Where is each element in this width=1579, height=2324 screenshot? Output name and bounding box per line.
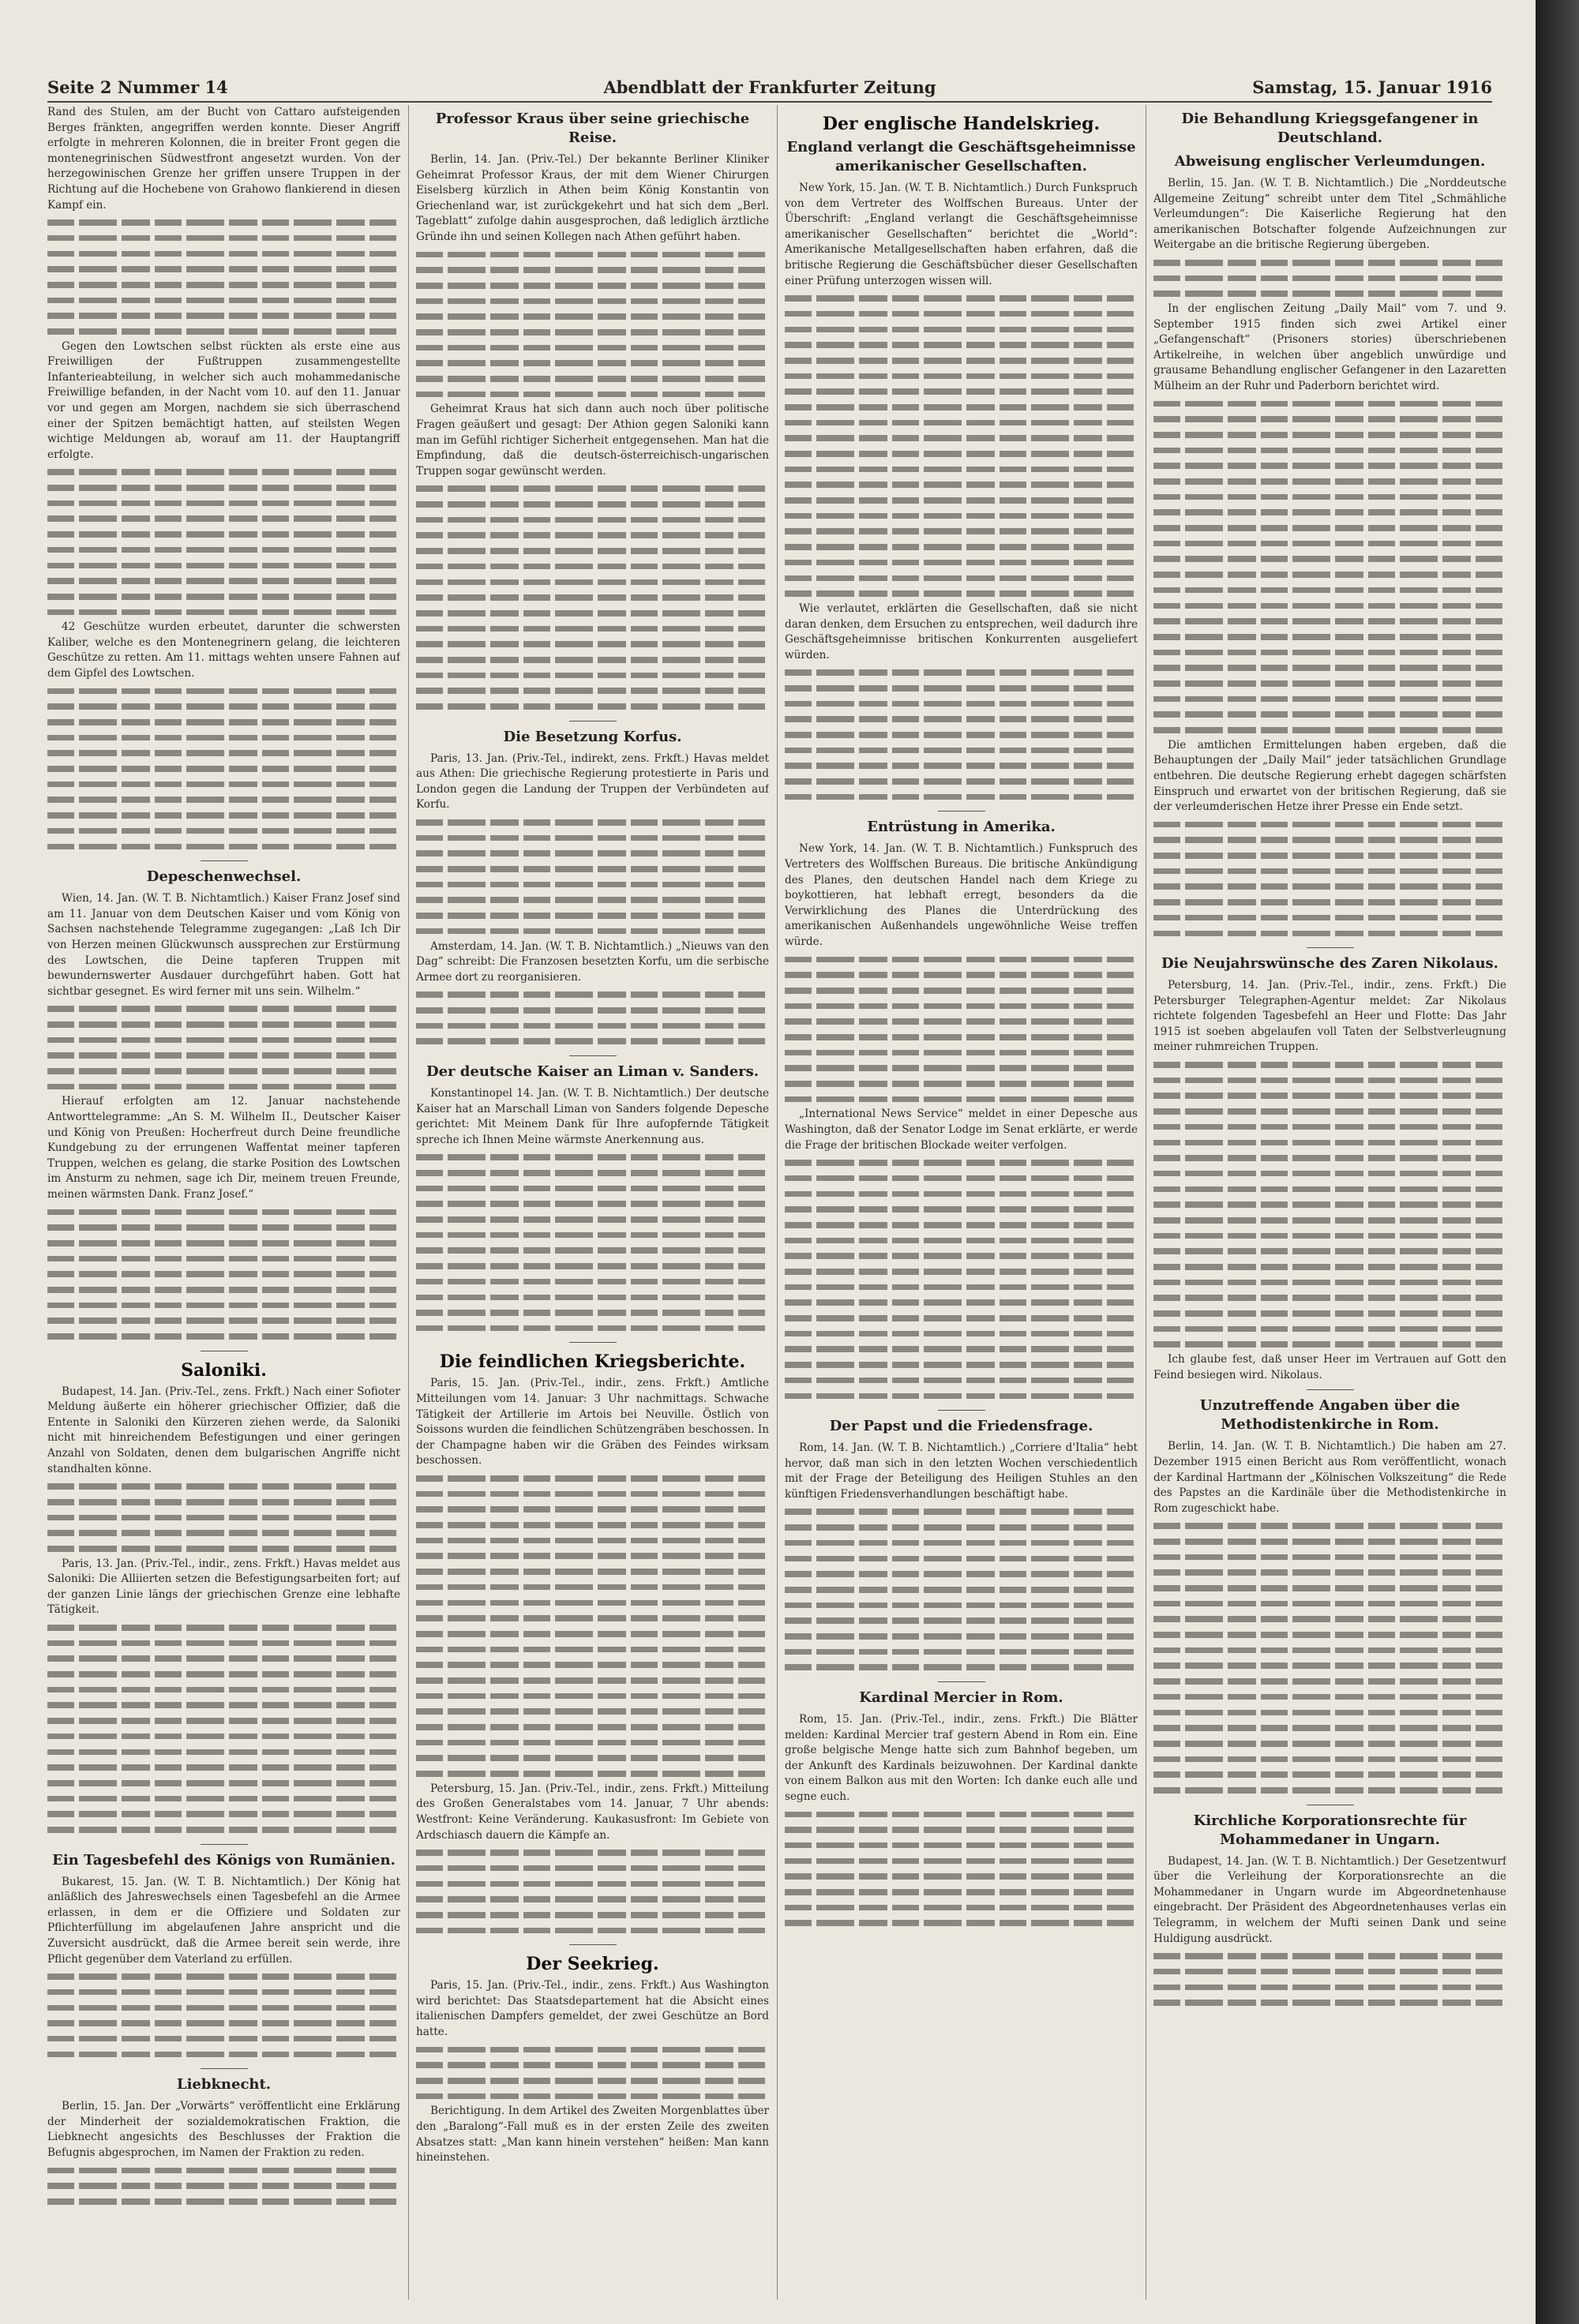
headline-besetzung-korfus: Die Besetzung Korfus. [503,728,682,745]
headline-saloniki: Saloniki. [181,1359,267,1381]
column-1 [47,105,400,2300]
article-paragraph: Bukarest, 15. Jan. (W. T. B. Nichtamtlich.) Der König hat anläßlich des Jahreswechsels einen Tagesbefehl an die Armee erlassen, in dem er die Offiziere und Soldaten zur Pflichterfüllung im abgelaufenen Jahre anspricht und die Zuversicht ausdrückt, daß die Armee bereit sein werde, ihre Pflicht gegenüber dem Vaterland zu erfüllen. [47,1875,400,1966]
article-paragraph: Rom, 14. Jan. (W. T. B. Nichtamtlich.) „Corriere d'Italia“ hebt hervor, daß man sich in den letzten Wochen verschiedentlich mit der Frage der Beteiligung des Heiligen Stuhles an den künftigen Friedensverhandlungen beschäftigt habe. [785,1441,1138,1501]
section-separator [938,1681,985,1682]
article-paragraph: Paris, 15. Jan. (Priv.-Tel., indir., zens. Frkft.) Aus Washington wird berichtet: Das Staatsdepartement hat die Absicht eines italienischen Dampfers gemeldet, der zwei Geschütze an Bord hatte. [416,1979,769,2038]
page-number-label: Seite 2 Nummer 14 [47,77,228,97]
section-separator [569,1944,617,1945]
column-3 [785,105,1138,2300]
article-paragraph: Paris, 13. Jan. (Priv.-Tel., indirekt, zens. Frkft.) Havas meldet aus Athen: Die griechische Regierung protestierte in Paris und London gegen die Landung der Truppen der Verbündeten auf Korfu. [416,752,769,812]
article-paragraph: Wie verlautet, erklärten die Gesellschaften, daß sie nicht daran denken, dem Ersuchen zu entsprechen, weil dadurch ihre Geschäftsgeheimnisse britischen Konkurrenten ausgeliefert würden. [785,602,1138,662]
article-paragraph: Rand des Stulen, am der Bucht von Cattaro aufsteigenden Berges fränkten, angegriffen werden konnte. Dieser Angriff erfolgte in mehreren Kolonnen, die in breiter Front gegen die montenegrinischen Südwestfront angesetzt wurden. Von der herzegowinischen Grenze her griffen unsere Truppen in der Richtung auf die Hochebene von Grahowo flankierend in diesen Kampf ein. [47,106,400,212]
headline-tagesbefehl-rumaenien: Ein Tagesbefehl des Königs von Rumänien. [52,1851,396,1869]
article-paragraph: Amsterdam, 14. Jan. (W. T. B. Nichtamtlich.) „Nieuws van den Dag“ schreibt: Die Franzosen besetzten Korfu, um die serbische Armee dort zu reorganisieren. [416,939,769,984]
article-paragraph: New York, 15. Jan. (W. T. B. Nichtamtlich.) Durch Funkspruch von dem Vertreter des Wolffschen Bureaus. Unter der Überschrift: „England verlangt die Geschäftsgeheimnisse amerikanischer Gesellschaften“ berichtet die „World“: Amerikanische Metallgesellschaften haben erfahren, daß die britische Regierung die Geschäftsbücher dieser Gesellschaften einer Prüfung unterzogen wissen will. [785,182,1138,287]
article-paragraph: Geheimrat Kraus hat sich dann auch noch über politische Fragen geäußert und gesagt: Der Athion gegen Saloniki kann man im Gefühl richtiger Sicherheit entgegensehen. Man hat die Empfindung, daß die deutsch-österreichisch-ungarischen Truppen sogar gewünscht werden. [416,403,769,478]
issue-date: Samstag, 15. Januar 1916 [1252,77,1492,97]
headline-liebknecht: Liebknecht. [176,2076,272,2093]
article-paragraph: Rom, 15. Jan. (Priv.-Tel., indir., zens. Frkft.) Die Blätter melden: Kardinal Mercier traf gestern Abend in Rom ein. Eine große belgische Menge hatte sich zum Bahnhof begeben, um der Ankunft des Kardinals beizuwohnen. Der Kardinal dankte von einem Balkon aus mit den Worten: Ich danke euch alle und segne euch. [785,1712,1138,1803]
article-paragraph: Paris, 13. Jan. (Priv.-Tel., indir., zens. Frkft.) Havas meldet aus Saloniki: Die Alliierten setzen die Befestigungsarbeiten fort; auf der ganzen Linie längs der griechischen Grenze eine lebhafte Tätigkeit. [47,1557,400,1617]
article-paragraph: „International News Service“ meldet in einer Depesche aus Washington, daß der Senator Lodge im Senat erklärte, er werde die Frage der britischen Blockade weiter verfolgen. [785,1108,1138,1152]
headline-seekrieg: Der Seekrieg. [526,1954,659,1975]
article-paragraph: Wien, 14. Jan. (W. T. B. Nichtamtlich.) Kaiser Franz Josef sind am 11. Januar von dem Deutschen Kaiser und vom König von Sachsen nachstehende Telegramme zugegangen: „Laß Ich Dir von Herzen meinen Glückwunsch aussprechen zur Erstürmung des Lowtschen, die Deine tapferen Truppen mit bewundernswerter Ausdauer durchgeführt haben. Gott hat sichtbar gesegnet. Es wird ferner mit uns sein. Wilhelm.“ [47,892,400,998]
article-paragraph: Gegen den Lowtschen selbst rückten als erste eine aus Freiwilligen der Fußtruppen zusammengestellte Infanterieabteilung, in welcher sich auch mohammedanische Freiwillige befanden, in der Nacht vom 10. auf den 11. Januar vor und gegen am Morgen, nachdem sie sich überraschend einer der Spitzen bemächtigt hatten, auf steilsten Wegen wichtige Meldungen ab, worauf am 11. der Hauptangriff erfolgte. [47,339,400,461]
subheadline-geschaeftsgeheimnisse: England verlangt die Geschäftsgeheimnisse amerikanischer Gesellschaften. [786,139,1136,174]
headline-depeschenwechsel: Depeschenwechsel. [146,868,302,886]
headline-behandlung-kriegsgefangener: Die Behandlung Kriegsgefangener in Deutschland. [1181,111,1479,146]
scan-background-edge [1536,0,1579,2324]
section-separator [569,721,617,722]
article-paragraph: Berlin, 14. Jan. (Priv.-Tel.) Der bekannte Berliner Kliniker Geheimrat Professor Kraus, der mit dem Wiener Chirurgen Eiselsberg kürzlich in Athen beim König Konstantin von Griechenland war, ist zurückgekehrt und hat sich dem „Berl. Tageblatt“ zufolge dahin ausgesprochen, daß lediglich ärztliche Gründe ihn und seinen Kollegen nach Athen geführt haben. [416,153,769,243]
article-paragraph: Paris, 15. Jan. (Priv.-Tel., indir., zens. Frkft.) Amtliche Mitteilungen vom 14. Januar: 3 Uhr nachmittags. Schwache Tätigkeit der Artillerie im Artois bei Neuville. Östlich von Soissons wurden die feindlichen Schützengräben beschossen. In der Champagne haben wir die Gräben des Feindes wirksam beschossen. [416,1377,769,1467]
section-separator [938,811,985,812]
headline-englische-handelskrieg: Der englische Handelskrieg. [822,114,1101,134]
article-paragraph: Budapest, 14. Jan. (Priv.-Tel., zens. Frkft.) Nach einer Sofioter Meldung äußerte ein höherer griechischer Offizier, daß die Entente in Saloniki den Kürzeren ziehen werde, da Saloniki nicht mit hinreichendem Befestigungen und einer geringen Anzahl von Soldaten, denen dem bulgarischen Angriffe nicht standhalten könne. [47,1385,400,1475]
headline-entruestung-amerika: Entrüstung in Amerika. [867,819,1056,836]
article-paragraph: Berlin, 15. Jan. Der „Vorwärts“ veröffentlicht eine Erklärung der Minderheit der sozialdemokratischen Fraktion, die Liebknecht angesichts des Beschlusses der Fraktion die Befugnis abgesprochen, im Namen der Fraktion zu reden. [47,2100,400,2159]
headline-korporationsrechte-mohammedaner: Kirchliche Korporationsrechte für Mohammedaner in Ungarn. [1193,1812,1467,1848]
section-separator [201,860,248,861]
column-rule [777,105,778,2300]
article-paragraph: Hierauf erfolgten am 12. Januar nachstehende Antworttelegramme: „An S. M. Wilhelm II., Deutscher Kaiser und König von Preußen: Hocherfreut durch Deine freundliche Kundgebung zu der errungenen Waffentat meiner tapferen Truppen, welchen es gelang, die starke Position des Lowtschen im Ansturm zu nehmen, sage ich Dir, meinem treuen Freunde, meinen wärmsten Dank. Franz Josef.“ [47,1095,400,1201]
section-separator [1307,947,1354,948]
article-paragraph: Petersburg, 14. Jan. (Priv.-Tel., indir., zens. Frkft.) Die Petersburger Telegraphen-Agentur meldet: Zar Nikolaus richtete folgenden Tagesbefehl an Heer und Flotte: Das Jahr 1915 ist soeben abgelaufen voll Taten der Selbstverleugnung meiner ruhmreichen Truppen. [1153,979,1506,1054]
running-header [47,71,1492,103]
newspaper-masthead: Abendblatt der Frankfurter Zeitung [603,77,936,97]
headline-methodistenkirche-rom: Unzutreffende Angaben über die Methodistenkirche in Rom. [1199,1397,1461,1434]
section-separator [201,2068,248,2069]
section-separator [569,1342,617,1343]
headline-feindliche-kriegsberichte: Die feindlichen Kriegsberichte. [439,1351,746,1373]
article-paragraph: Ich glaube fest, daß unser Heer im Vertrauen auf Gott den Feind besiegen wird. Nikolaus. [1153,1353,1506,1381]
column-4 [1153,105,1506,2300]
section-separator [201,1844,248,1845]
headline-professor-kraus: Professor Kraus über seine griechische Reise. [435,111,750,146]
headline-kardinal-mercier: Kardinal Mercier in Rom. [859,1689,1063,1706]
article-paragraph: Berlin, 14. Jan. (W. T. B. Nichtamtlich.) Die haben am 27. Dezember 1915 einen Bericht aus Rom veröffentlicht, wonach der Kardinal Hartmann der „Kölnischen Volkszeitung“ die Rede des Papstes an die Kardinäle über die Methodistenkirche in Rom zugeschickt habe. [1153,1440,1506,1515]
article-paragraph: Die amtlichen Ermittelungen haben ergeben, daß die Behauptungen der „Daily Mail“ jeder tatsächlichen Grundlage entbehren. Die deutsche Regierung erhebt dagegen schärfsten Einspruch und erwartet von der britischen Regierung, daß sie der verleumderischen Hetze ihrer Presse ein Ende setzt. [1153,738,1506,814]
headline-neujahrswuensche-zaren: Die Neujahrswünsche des Zaren Nikolaus. [1161,955,1498,973]
header-rule [47,101,1492,103]
article-paragraph: Konstantinopel 14. Jan. (W. T. B. Nichtamtlich.) Der deutsche Kaiser hat an Marschall Liman von Sanders folgende Depesche gerichtet: Mit Meinem Dank für Ihre aufopfernde Tätigkeit spreche ich Ihnen Meine wärmste Anerkennung aus. [416,1086,769,1146]
article-paragraph: Budapest, 14. Jan. (W. T. B. Nichtamtlich.) Der Gesetzentwurf über die Verleihung der Korporationsrechte an die Mohammedaner in Ungarn wurde im Abgeordnetenhause eingebracht. Der Präsident des Abgeordnetenhauses verlas ein Telegramm, in welchem der Mufti seinen Dank und seine Huldigung ausdrückt. [1153,1854,1506,1945]
section-separator [569,1055,617,1056]
article-paragraph: In der englischen Zeitung „Daily Mail“ vom 7. und 9. September 1915 finden sich zwei Artikel einer „Gefangenschaft“ (Prisoners stories) überschriebenen Artikelreihe, in welchen über angeblich unwürdige und grausame Behandlung englischer Gefangener in den Lazaretten Mülheim an der Ruhr und Paderborn berichtet wird. [1153,302,1506,392]
section-separator [1307,1389,1354,1390]
article-paragraph: Berichtigung. In dem Artikel des Zweiten Morgenblattes über den „Baralong“-Fall muß es in der ersten Zeile des zweiten Absatzes statt: „Man kann hinein verstehen“ heißen: Man kann hineinstehen. [416,2105,769,2165]
article-paragraph: Berlin, 15. Jan. (W. T. B. Nichtamtlich.) Die „Norddeutsche Allgemeine Zeitung“ schreibt unter dem Titel „Schmähliche Verleumdungen“: Die Kaiserliche Regierung hat den amerikanischen Botschafter folgende Aufzeichnungen zur Weitergabe an die britische Regierung übergeben. [1153,177,1506,252]
article-paragraph: New York, 14. Jan. (W. T. B. Nichtamtlich.) Funkspruch des Vertreters des Wolffschen Bureaus. Die britische Ankündigung des Planes, den deutschen Handel nach dem Kriege zu boykottieren, hat lebhaft erregt, besonders da die Verwirklichung des Planes die Unterdrückung des amerikanischen Außenhandels ungewöhnliche Weise treffen würde. [785,842,1138,948]
column-2 [416,105,769,2300]
subheadline-verleumdungen: Abweisung englischer Verleumdungen. [1174,153,1486,170]
column-rule [408,105,409,2300]
article-paragraph: 42 Geschütze wurden erbeutet, darunter die schwersten Kaliber, welche es den Montenegrinern gelang, die leichteren Geschütze zu retten. Am 11. mittags wehten unsere Fahnen auf dem Gipfel des Lowtschen. [47,620,400,680]
headline-liman-v-sanders: Der deutsche Kaiser an Liman v. Sanders. [426,1063,759,1080]
section-separator [938,1410,985,1411]
article-paragraph: Petersburg, 15. Jan. (Priv.-Tel., indir., zens. Frkft.) Mitteilung des Großen Generalstabes vom 14. Januar, 7 Uhr abends: Westfront: Keine Veränderung. Kaukasusfront: Im Gebiete von Ardschiasch dauern die Kämpfe an. [416,1782,769,1842]
headline-papst-friedensfrage: Der Papst und die Friedensfrage. [829,1418,1093,1435]
